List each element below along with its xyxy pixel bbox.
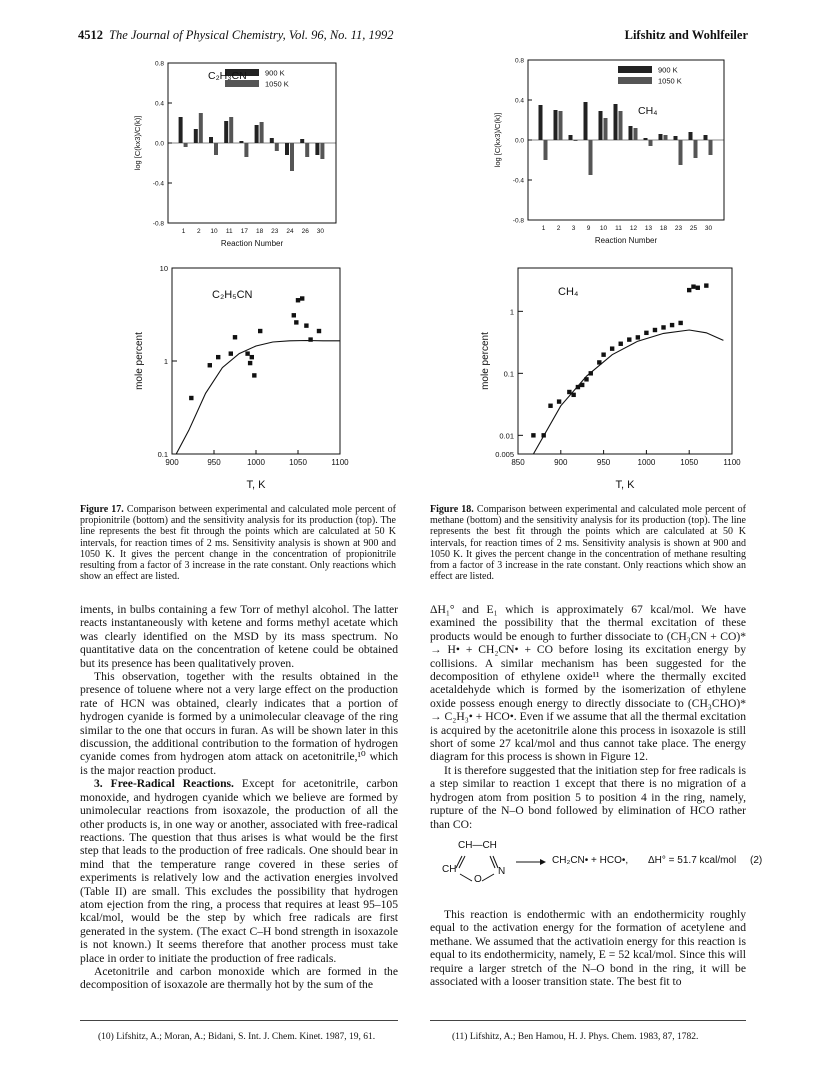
- legend-label: 1050 K: [265, 79, 289, 89]
- paragraph: ΔH₁° and E₁ which is approximately 67 kcal/mol. We have examined the possibility that the thermal excitation of these products would be enough to further dissociate to (CH₃CN + CO)* → H• + CH₂CN• + CO before losing its excitation energy by collisions. A similar mechanism has been suggested for the decomposition of ethylene oxide¹¹ where the thermally excited acetaldehyde which is formed by the isomerization of ethylene oxide possess enough energy to directly dissociate to (CH₃CHO)* → C₂H₃• + HCO•. Even if we assume that all the thermal excitation is acquired by the acetonitrile alone this process in isoxazole is still short of some 27 kcal/mol and thus cannot take place. The energy diagram for this process is shown in Figure 12.: [430, 603, 746, 764]
- running-header-authors: Lifshitz and Wohlfeiler: [624, 28, 748, 42]
- x-tick-label: 11: [615, 225, 622, 232]
- bar-1050k: [305, 143, 309, 157]
- bar-1050k: [320, 143, 324, 159]
- data-point: [541, 433, 545, 437]
- x-tick-label: 1100: [723, 458, 741, 467]
- bar-900k: [644, 138, 648, 140]
- data-point: [571, 393, 575, 397]
- paragraph: It is therefore suggested that the initiation step for free radicals is a step similar to reaction 1 except that there is no migration of a hydrogen atom from position 5 to position 4 in the ring, namely, rupture of the N–O bond followed by elimination of HCO rather than CO:: [430, 763, 746, 831]
- bar-1050k: [290, 143, 294, 171]
- bar-900k: [270, 138, 274, 143]
- data-point: [580, 383, 584, 387]
- bar-1050k: [574, 140, 578, 141]
- data-point: [610, 346, 614, 350]
- data-point: [548, 404, 552, 408]
- x-tick-label: 950: [207, 458, 221, 467]
- data-point: [597, 360, 601, 364]
- x-tick-label: 1000: [247, 458, 265, 467]
- right-column-top: [430, 603, 746, 831]
- data-point: [653, 328, 657, 332]
- bar-1050k: [634, 128, 638, 140]
- x-tick-label: 18: [659, 225, 668, 232]
- ring-top-label: CH—CH: [458, 840, 497, 851]
- ring-ch-label: CH: [442, 864, 457, 875]
- journal-citation: The Journal of Physical Chemistry, Vol. 96, No. 11, 1992: [109, 28, 394, 42]
- x-tick-label: 1: [541, 225, 546, 232]
- scheme-products: CH₂CN• + HCO•,: [552, 855, 629, 866]
- y-tick-label: 0.4: [514, 97, 524, 105]
- figure-18-caption-text: Comparison between experimental and calculated mole percent of methane (bottom) and the sensitivity analysis for its production (top). The line represents the best fit through the points which are calculated at 50 K intervals, for reaction times of 2 ms. Sensitivity analysis is shown at 900 and 1050 K. It gives the percent change in the concentration of methane resulting from a factor of 3 increase in the rate constant. Only reactions which show an effect are listed.: [430, 504, 746, 583]
- x-tick-label: 2: [556, 225, 561, 232]
- species-label: CH₄: [638, 105, 658, 117]
- y-tick-label: 1: [509, 307, 514, 317]
- bar-900k: [554, 110, 558, 140]
- bar-1050k: [260, 122, 264, 143]
- data-point: [294, 320, 298, 324]
- bar-900k: [599, 111, 603, 140]
- data-point: [584, 377, 588, 381]
- y-tick-label: 0.005: [495, 450, 514, 459]
- bar-900k: [629, 126, 633, 140]
- fig17-mole-percent-plot: [118, 262, 363, 500]
- y-axis-label: log [C(kx3)/C(k)]: [133, 115, 142, 171]
- data-point: [696, 286, 700, 290]
- bar-900k: [689, 132, 693, 140]
- x-tick-label: 1050: [680, 458, 699, 467]
- bar-1050k: [679, 140, 683, 165]
- section-heading: 3. Free-Radical Reactions.: [94, 777, 234, 791]
- bar-1050k: [709, 140, 713, 155]
- data-point: [296, 298, 300, 302]
- fig17-sensitivity-bar-chart: [110, 55, 360, 250]
- reaction-scheme-2: [440, 834, 770, 886]
- x-tick-label: 30: [704, 225, 713, 232]
- fit-curve: [176, 341, 340, 455]
- data-point: [252, 373, 256, 377]
- bar-1050k: [214, 143, 218, 155]
- data-point: [308, 337, 312, 341]
- x-tick-label: 950: [596, 458, 611, 467]
- data-point: [229, 351, 233, 355]
- data-point: [636, 335, 640, 339]
- legend-swatch: [618, 77, 652, 84]
- bar-1050k: [589, 140, 593, 175]
- data-point: [304, 323, 308, 327]
- bar-900k: [239, 141, 243, 143]
- footnote-10: (10) Lifshitz, A.; Moran, A.; Bidani, S. Int. J. Chem. Kinet. 1987, 19, 61.: [98, 1032, 376, 1042]
- data-point: [245, 351, 249, 355]
- data-point: [619, 342, 623, 346]
- data-point: [691, 284, 695, 288]
- bar-900k: [209, 137, 213, 143]
- x-tick-label: 10: [599, 225, 608, 232]
- x-tick-label: 900: [554, 458, 568, 467]
- figure-17-label: Figure 17.: [80, 504, 124, 515]
- bar-1050k: [649, 140, 653, 146]
- y-axis-label: log [C(kx3)/C(k)]: [493, 112, 502, 168]
- data-point: [258, 329, 262, 333]
- ring-o-label: O: [474, 874, 482, 885]
- plot-frame: [518, 268, 732, 454]
- bar-900k: [659, 134, 663, 140]
- x-tick-label: 1050: [289, 458, 307, 467]
- bar-900k: [179, 117, 183, 143]
- bar-1050k: [229, 117, 233, 143]
- bar-900k: [194, 129, 198, 143]
- bar-1050k: [664, 135, 668, 140]
- paragraph: Acetonitrile and carbon monoxide which are formed in the decomposition of isoxazole are thermally hot by the sum of the: [80, 964, 398, 992]
- y-tick-label: 0.8: [514, 57, 524, 65]
- paragraph: iments, in bulbs containing a few Torr of methyl alcohol. The latter reacts instantaneously with ketene and forms methyl acetate which was clearly identified on the MSD by its mass spectrum. No quantitative data on the concentration of ketene could be obtained but its presence has been qualitatively proven.: [80, 603, 398, 670]
- y-tick-label: 0.0: [514, 137, 524, 145]
- y-tick-label: 0.01: [499, 431, 514, 441]
- x-tick-label: 26: [301, 228, 309, 235]
- fig18-sensitivity-bar-chart: [478, 52, 738, 247]
- data-point: [687, 288, 691, 292]
- y-tick-label: 0.1: [503, 369, 514, 379]
- bar-900k: [584, 102, 588, 140]
- equation-number: (2): [750, 855, 763, 866]
- x-tick-label: 1000: [637, 458, 656, 467]
- x-tick-label: 13: [644, 225, 653, 232]
- y-tick-label: -0.4: [152, 180, 164, 188]
- x-tick-label: 30: [316, 228, 325, 235]
- x-tick-label: 23: [674, 225, 683, 232]
- footnote-11: (11) Lifshitz, A.; Ben Hamou, H. J. Phys. Chem. 1983, 87, 1782.: [452, 1032, 699, 1042]
- data-point: [233, 335, 237, 339]
- running-header-left: [78, 28, 393, 43]
- data-point: [644, 331, 648, 335]
- bar-900k: [224, 121, 228, 143]
- paragraph-text: Except for acetonitrile, carbon monoxide, and hydrogen cyanide which we believe are formed by unimolecular reactions from isoxazole, the production of all the other products is, in one way or another, associated with free-radical reactions. The question that thus arises is what would be the first step that leads to the production of free radicals. One should bear in mind that the temperature range covered in these series of experiments is relatively low and the activation energies involved (Table II) are small. This excludes the possibility that hydrogen atom ejection from the ring, a process that requires at least 95–105 kcal/mol, would be the step by which free radicals are first generated in the system. (The exact C–H bond strength in isoxazole is not known.) It seems therefore that another process must take place in order to initiate the production of free radicals.: [80, 777, 398, 965]
- x-tick-label: 12: [629, 225, 638, 232]
- footnote-rule-left: [80, 1020, 398, 1021]
- x-tick-label: 1100: [331, 458, 349, 467]
- figure-17-caption-text: Comparison between experimental and calculated mole percent of propionitrile (bottom) and the sensitivity analysis for its production (top). The line represents the best fit through the points which are calculated at 50 K intervals, for reaction times of 2 ms. Sensitivity analysis is shown at 900 and 1050 K. It gives the percent change in the concentration of propionitrile resulting from a factor of 3 increase in the rate constant. Only reactions which show an effect are listed.: [80, 504, 396, 583]
- x-axis-label: T, K: [615, 479, 635, 491]
- bar-1050k: [604, 118, 608, 140]
- species-label: CH₄: [558, 286, 579, 298]
- ring-n-label: N: [498, 866, 506, 877]
- data-point: [589, 371, 593, 375]
- figure-18-label: Figure 18.: [430, 504, 474, 515]
- legend-label: 1050 K: [658, 76, 682, 86]
- bar-900k: [569, 135, 573, 140]
- fit-curve: [533, 330, 723, 454]
- left-column: [80, 603, 398, 992]
- data-point: [248, 361, 252, 365]
- figure-18-caption: [430, 504, 746, 582]
- x-tick-label: 10: [210, 228, 218, 235]
- data-point: [250, 355, 254, 359]
- bar-1050k: [184, 143, 188, 147]
- paragraph: [80, 777, 398, 965]
- bar-1050k: [619, 111, 623, 140]
- data-point: [557, 399, 561, 403]
- y-axis-label: mole percent: [480, 332, 491, 390]
- right-column-bottom: [430, 908, 746, 988]
- page-number: 4512: [78, 28, 103, 42]
- data-point: [576, 385, 580, 389]
- data-point: [670, 323, 674, 327]
- fig18-mole-percent-plot: [458, 262, 748, 500]
- data-point: [300, 296, 304, 300]
- data-point: [189, 396, 193, 400]
- y-tick-label: 1: [163, 357, 168, 366]
- scheme-enthalpy: ΔH° = 51.7 kcal/mol: [648, 855, 737, 866]
- data-point: [292, 313, 296, 317]
- bar-900k: [614, 104, 618, 140]
- bar-900k: [704, 135, 708, 140]
- x-tick-label: 11: [225, 228, 233, 235]
- data-point: [661, 325, 665, 329]
- x-axis-label: Reaction Number: [220, 239, 284, 248]
- y-tick-label: 0.0: [154, 140, 164, 148]
- x-tick-label: 850: [511, 458, 525, 467]
- data-point: [317, 329, 321, 333]
- species-label: C₂H₅CN: [212, 289, 253, 301]
- x-tick-label: 900: [165, 458, 179, 467]
- figure-17-caption: [80, 504, 396, 582]
- paragraph: This reaction is endothermic with an endothermicity roughly equal to the activation energy for the formation of acetylene and methane. We assumed that the activatioin energy for this reaction is equal to its endothermicity, namely, E = 52 kcal/mol. Since this will require a larger stretch of the N–O bond in the ring, it will be associated with a looser transition state. The best fit to: [430, 908, 746, 989]
- footnote-rule-right: [430, 1020, 746, 1021]
- x-tick-label: 23: [271, 228, 279, 235]
- y-tick-label: -0.4: [512, 177, 524, 185]
- bar-900k: [300, 139, 304, 143]
- y-tick-label: 0.1: [157, 450, 168, 459]
- y-tick-label: 0.8: [154, 60, 164, 68]
- legend-swatch: [618, 66, 652, 73]
- x-tick-label: 2: [196, 228, 201, 235]
- bar-1050k: [275, 143, 279, 151]
- species-label: C₂H₃CN: [208, 70, 247, 82]
- x-axis-label: T, K: [246, 479, 266, 491]
- bar-1050k: [244, 143, 248, 157]
- x-tick-label: 17: [240, 228, 249, 235]
- y-axis-label: mole percent: [134, 332, 145, 390]
- legend-label: 900 K: [265, 68, 285, 78]
- paragraph: This observation, together with the results obtained in the presence of toluene where not a very large effect on the production rate of HCN was obtained, clearly indicates that a portion of hydrogen cyanide is formed by a unimolecular cleavage of the ring similar to the one that occurs in furan. As will be shown later in this discussion, the additional contribution to the formation of hydrogen cyanide comes from hydrogen atom attack on acetonitrile,¹⁰ which is the major reaction product.: [80, 670, 398, 777]
- data-point: [531, 433, 535, 437]
- bar-900k: [255, 125, 259, 143]
- bar-900k: [539, 105, 543, 140]
- y-tick-label: 0.4: [154, 100, 164, 108]
- bar-900k: [674, 136, 678, 140]
- plot-frame: [172, 268, 340, 454]
- legend-label: 900 K: [658, 65, 678, 75]
- bar-1050k: [559, 111, 563, 140]
- x-tick-label: 25: [689, 225, 698, 232]
- data-point: [678, 321, 682, 325]
- x-axis-label: Reaction Number: [594, 236, 658, 245]
- bar-900k: [285, 143, 289, 155]
- y-tick-label: 10: [159, 264, 168, 273]
- data-point: [704, 283, 708, 287]
- data-point: [601, 352, 605, 356]
- x-tick-label: 18: [255, 228, 264, 235]
- x-tick-label: 9: [586, 225, 591, 232]
- y-tick-label: -0.8: [512, 217, 524, 225]
- data-point: [627, 337, 631, 341]
- data-point: [567, 390, 571, 394]
- bar-1050k: [199, 113, 203, 143]
- x-tick-label: 24: [286, 228, 294, 235]
- x-tick-label: 3: [571, 225, 576, 232]
- data-point: [208, 363, 212, 367]
- bar-900k: [315, 143, 319, 155]
- bar-1050k: [544, 140, 548, 160]
- y-tick-label: -0.8: [152, 220, 164, 228]
- bar-1050k: [694, 140, 698, 158]
- x-tick-label: 1: [181, 228, 186, 235]
- data-point: [216, 355, 220, 359]
